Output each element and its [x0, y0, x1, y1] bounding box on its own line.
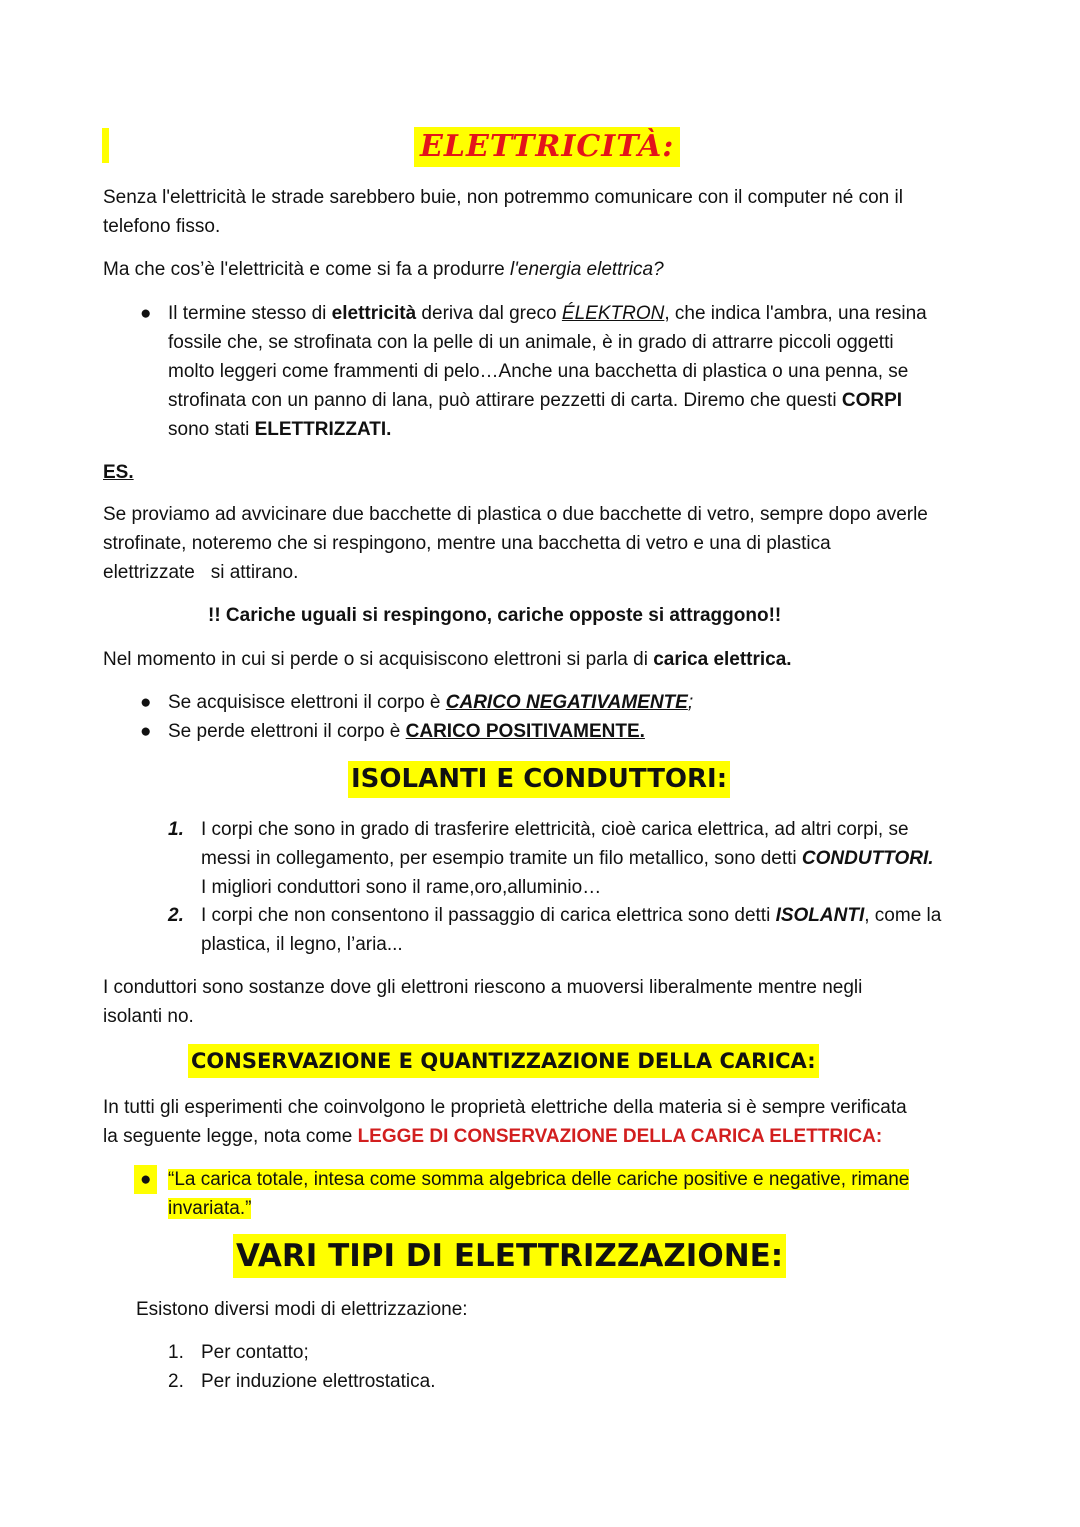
charge-item-negative	[168, 688, 693, 717]
list1-item1-line3: I migliori conduttori sono il rame,oro,alluminio…	[201, 877, 602, 898]
bold-term: elettricità	[331, 303, 417, 324]
list1-item1-line1: I corpi che sono in grado di trasferire elettricità, cioè carica elettrica, ad altri corpi, se	[201, 819, 909, 840]
way-item-2: Per induzione elettrostatica.	[201, 1371, 436, 1392]
text: Se acquisisce elettroni il corpo è	[168, 692, 446, 713]
intro-question-text: Ma che cos’è l'elettricità e come si fa a produrre	[103, 259, 511, 280]
heading-conservazione: CONSERVAZIONE E QUANTIZZAZIONE DELLA CARICA:	[188, 1044, 819, 1078]
page-title-text: ELETTRICITÀ:	[420, 129, 675, 164]
heading-tipi-elettrizzazione: VARI TIPI DI ELETTRIZZAZIONE:	[233, 1234, 786, 1278]
bold-term: CORPI	[841, 390, 903, 411]
bullet1-line-1	[168, 299, 927, 328]
ways-intro: Esistono diversi modi di elettrizzazione:	[136, 1299, 468, 1320]
text: deriva dal greco	[416, 303, 562, 324]
example-line-1: Se proviamo ad avvicinare due bacchette di plastica o due bacchette di vetro, sempre dopo averle	[103, 504, 928, 525]
intro-question	[103, 255, 664, 284]
quote-text: invariata.”	[168, 1198, 252, 1219]
quote-line-2	[168, 1194, 251, 1223]
text: ;	[687, 692, 694, 713]
quote-line-1	[168, 1165, 909, 1194]
text: la seguente legge, nota come	[103, 1126, 358, 1147]
list-number: 1.	[168, 1342, 184, 1363]
heading-isolanti-conduttori: ISOLANTI E CONDUTTORI:	[348, 761, 730, 798]
text: , come la	[864, 905, 942, 926]
charge-item-positive	[168, 717, 645, 746]
bullet-dot: ●	[140, 721, 152, 742]
list1-item2-line2: plastica, il legno, l’aria...	[201, 934, 403, 955]
conductors-line-2: isolanti no.	[103, 1006, 194, 1027]
text: Nel momento in cui si perde o si acquisiscono elettroni si parla di	[103, 649, 654, 670]
conductors-line-1: I conduttori sono sostanze dove gli elettroni riescono a muoversi liberalmente mentre negli	[103, 977, 863, 998]
list-number: 2.	[168, 905, 184, 926]
example-line-3: elettrizzate si attirano.	[103, 562, 299, 583]
bullet1-line-4	[168, 386, 902, 415]
bold-term: CARICO NEGATIVAMENTE	[445, 692, 688, 713]
example-line-2: strofinate, noteremo che si respingono, mentre una bacchetta di vetro e una di plastica	[103, 533, 831, 554]
text: , che indica l'ambra, una resina	[664, 303, 927, 324]
es-label: ES.	[103, 462, 134, 483]
text: messi in collegamento, per esempio tramite un filo metallico, sono detti	[201, 848, 802, 869]
law-line-2	[103, 1122, 882, 1151]
text: Se perde elettroni il corpo è	[168, 721, 406, 742]
text: strofinata con un panno di lana, può attirare pezzetti di carta. Diremo che questi	[168, 390, 842, 411]
way-item-1: Per contatto;	[201, 1342, 309, 1363]
bullet-dot: ●	[134, 1165, 157, 1194]
bold-term: ISOLANTI	[775, 905, 865, 926]
list-number: 2.	[168, 1371, 184, 1392]
bullet1-line-2: fossile che, se strofinata con la pelle di un animale, è in grado di attrarre piccoli oggetti	[168, 332, 894, 353]
bullet-dot: ●	[140, 692, 152, 713]
intro-line-1: Senza l'elettricità le strade sarebbero buie, non potremmo comunicare con il computer né con il	[103, 187, 903, 208]
greek-term: ÉLEKTRON	[561, 303, 665, 324]
law-name: LEGGE DI CONSERVAZIONE DELLA CARICA ELETTRICA:	[357, 1126, 883, 1147]
bold-term: ELETTRIZZATI.	[254, 419, 392, 440]
list1-item1-line2	[201, 844, 934, 873]
text: sono stati	[168, 419, 255, 440]
bullet1-line-5	[168, 415, 391, 444]
list-number: 1.	[168, 819, 184, 840]
text: I corpi che non consentono il passaggio di carica elettrica sono detti	[201, 905, 776, 926]
charge-intro	[103, 645, 792, 674]
list1-item2-line1	[201, 901, 941, 930]
highlight-marker	[102, 128, 109, 163]
bold-term: CARICO POSITIVAMENTE.	[405, 721, 645, 742]
bullet1-line-3: molto leggeri come frammenti di pelo…Anche una bacchetta di plastica o una penna, se	[168, 361, 909, 382]
bullet-dot: ●	[140, 303, 152, 324]
charge-rule: !! Cariche uguali si respingono, cariche opposte si attraggono!!	[208, 605, 782, 626]
intro-line-2: telefono fisso.	[103, 216, 221, 237]
law-line-1: In tutti gli esperimenti che coinvolgono le proprietà elettriche della materia si è sempre verificata	[103, 1097, 907, 1118]
bold-term: carica elettrica.	[653, 649, 792, 670]
text: Il termine stesso di	[168, 303, 332, 324]
page-title	[414, 127, 680, 167]
bold-term: CONDUTTORI.	[801, 848, 934, 869]
intro-question-italic: l'energia elettrica?	[510, 259, 664, 280]
quote-text: “La carica totale, intesa come somma algebrica delle cariche positive e negative, rimane	[168, 1169, 910, 1190]
